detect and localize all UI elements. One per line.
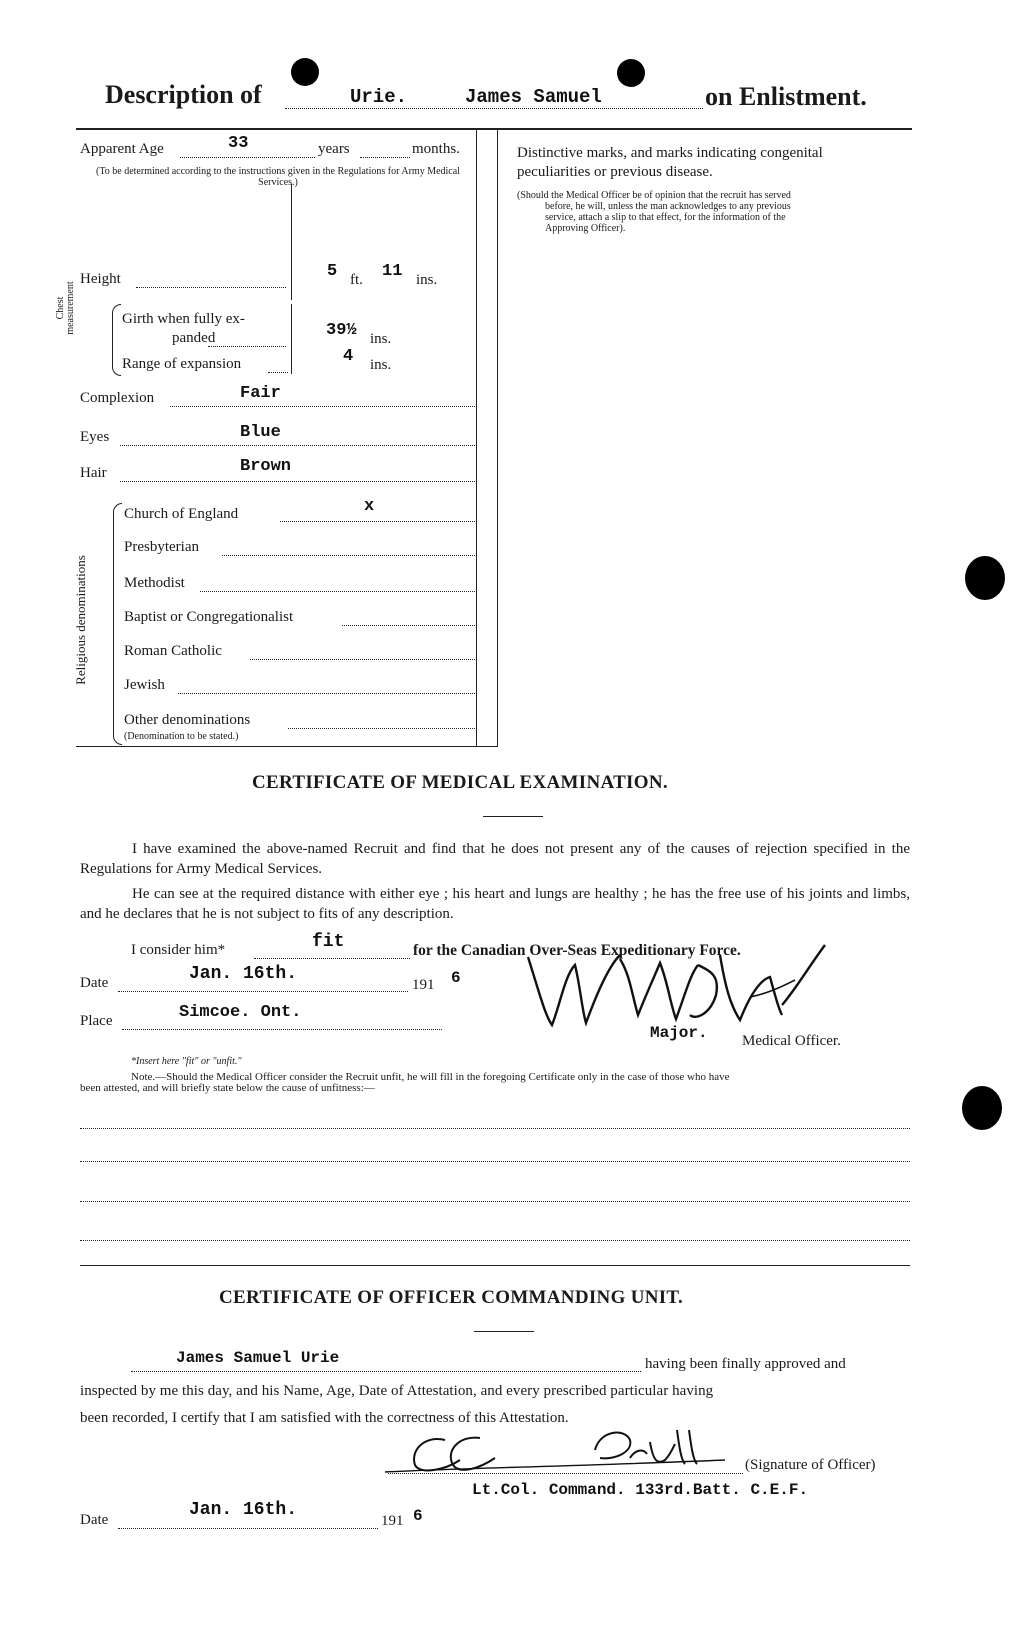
religion-other-note: (Denomination to be stated.) (124, 731, 239, 742)
medical-officer-rank: Major. (650, 1024, 708, 1042)
commanding-certificate-heading: CERTIFICATE OF OFFICER COMMANDING UNIT. (219, 1287, 684, 1308)
months-label: months. (412, 141, 460, 157)
months-line (360, 157, 410, 158)
chest-subcolumn-divider (291, 304, 292, 374)
eyes-label: Eyes (80, 429, 110, 445)
commanding-officer-title: Lt.Col. Command. 133rd.Batt. C.E.F. (472, 1481, 809, 1499)
height-line (136, 287, 286, 288)
medical-place-label: Place (80, 1013, 113, 1029)
punch-hole-right-lower (962, 1086, 1002, 1130)
distinctive-marks-note-4: Approving Officer). (545, 223, 626, 234)
distinctive-marks-label-2: peculiarities or previous disease. (517, 164, 713, 180)
eyes-line (120, 445, 475, 446)
height-in-value: 11 (382, 262, 403, 281)
commanding-line1-suffix: having been finally approved and (645, 1356, 846, 1372)
girth-value: 39½ (326, 321, 357, 340)
header-name-line (285, 108, 703, 109)
commanding-date-line (118, 1528, 378, 1529)
section-divider-rule (80, 1265, 910, 1266)
table-bottom-rule (76, 746, 498, 747)
religion-line-1 (280, 521, 475, 522)
commanding-name-line (131, 1371, 641, 1372)
distinctive-marks-label-1: Distinctive marks, and marks indicating congenital (517, 145, 823, 161)
consider-suffix: for the Canadian Over-Seas Expeditionary Force. (413, 942, 741, 959)
distinctive-marks-note-3: service, attach a slip to that effect, for the information of the (545, 212, 786, 223)
header-prefix: Description of (105, 80, 262, 109)
religion-line-4 (342, 625, 475, 626)
religion-brace (113, 503, 122, 745)
commanding-year-prefix: 191 (381, 1513, 404, 1529)
age-line (180, 157, 315, 158)
unfitness-line-2 (80, 1161, 910, 1162)
unfit-note-1: Note.—Should the Medical Officer consider the Recruit unfit, he will fill in the foregoing Certificate only in the case of those who have (131, 1071, 730, 1083)
years-label: years (318, 141, 350, 157)
header-given-names: James Samuel (465, 86, 602, 108)
height-ins-label: ins. (416, 272, 438, 288)
signature-label: (Signature of Officer) (745, 1457, 876, 1473)
table-column-divider (497, 130, 498, 746)
consider-value: fit (312, 932, 345, 952)
hair-value: Brown (240, 457, 292, 476)
girth-line (208, 346, 286, 347)
commanding-officer-signature (385, 1420, 745, 1490)
age-value: 33 (228, 134, 249, 153)
medical-year-digit: 6 (451, 969, 461, 987)
chest-brace (112, 304, 121, 376)
insert-note: *Insert here "fit" or "unfit." (131, 1056, 242, 1067)
distinctive-marks-note-2: before, he will, unless the man acknowledges to any previous (545, 201, 791, 212)
height-ft-value: 5 (327, 262, 338, 281)
commanding-line3: been recorded, I certify that I am satisfied with the correctness of this Attestation. (80, 1410, 569, 1426)
commanding-heading-rule (474, 1331, 534, 1332)
medical-paragraph-2: He can see at the required distance with either eye ; his heart and lungs are healthy ; he has the free use of his joints and limbs, and he declares that he is not subject to fits of any description. (80, 886, 910, 922)
table-top-rule (76, 128, 912, 130)
punch-hole-top-left (291, 58, 319, 86)
distinctive-marks-note-1: (Should the Medical Officer be of opinion that the recruit has served (517, 190, 791, 201)
unfitness-line-3 (80, 1201, 910, 1202)
medical-place-line (122, 1029, 442, 1030)
religion-line-7 (288, 728, 475, 729)
religion-other: Other denominations (124, 712, 251, 728)
range-label: Range of expansion (122, 356, 242, 372)
age-note: (To be determined according to the instructions given in the Regulations for Army Medical Services.) (96, 166, 460, 188)
medical-certificate-heading: CERTIFICATE OF MEDICAL EXAMINATION. (252, 772, 668, 793)
girth-label-2: panded (172, 330, 216, 346)
religion-line-5 (250, 659, 475, 660)
religion-presbyterian: Presbyterian (124, 539, 199, 555)
ft-label: ft. (350, 272, 363, 288)
religion-line-2 (222, 555, 475, 556)
commanding-date-label: Date (80, 1512, 109, 1528)
complexion-line (170, 406, 475, 407)
medical-date-line (118, 991, 408, 992)
religion-church-of-england-mark: x (364, 497, 375, 516)
complexion-value: Fair (240, 384, 281, 403)
age-label: Apparent Age (80, 141, 164, 157)
commanding-year-digit: 6 (413, 1507, 423, 1525)
eyes-value: Blue (240, 423, 281, 442)
commanding-line2: inspected by me this day, and his Name, Age, Date of Attestation, and every prescribed particular having (80, 1383, 714, 1399)
header-surname: Urie. (350, 86, 408, 108)
religion-line-3 (200, 591, 475, 592)
medical-officer-label: Medical Officer. (742, 1033, 841, 1049)
hair-label: Hair (80, 465, 107, 481)
religion-jewish: Jewish (124, 677, 165, 693)
height-label: Height (80, 271, 121, 287)
punch-hole-top-right (617, 59, 645, 87)
range-line (268, 372, 288, 373)
girth-ins-label: ins. (370, 331, 392, 347)
religion-baptist: Baptist or Congregationalist (124, 609, 294, 625)
medical-place-value: Simcoe. Ont. (179, 1003, 302, 1022)
header-suffix: on Enlistment. (705, 82, 867, 111)
commanding-date-value: Jan. 16th. (189, 1500, 298, 1520)
table-left-bracket (476, 130, 477, 746)
medical-date-value: Jan. 16th. (189, 964, 298, 984)
medical-heading-rule (483, 816, 543, 817)
complexion-label: Complexion (80, 390, 155, 406)
unfit-note-2: been attested, and will briefly state below the cause of unfitness:— (80, 1082, 375, 1094)
unfitness-line-1 (80, 1128, 910, 1129)
hair-line (120, 481, 475, 482)
religion-church-of-england: Church of England (124, 506, 239, 522)
range-value: 4 (343, 347, 354, 366)
table-subcolumn-divider (291, 184, 292, 300)
consider-line (254, 958, 410, 959)
range-ins-label: ins. (370, 357, 392, 373)
religion-line-6 (178, 693, 475, 694)
medical-date-label: Date (80, 975, 109, 991)
consider-label: I consider him* (131, 942, 226, 958)
punch-hole-right-upper (965, 556, 1005, 600)
girth-label-1: Girth when fully ex- (122, 311, 245, 327)
chest-measurement-label: Chest measurement (55, 281, 76, 335)
signature-line (388, 1473, 743, 1474)
medical-paragraph-1: I have examined the above-named Recruit and find that he does not present any of the causes of rejection specified in the Regulations for Army Medical Services. (80, 841, 910, 877)
religious-denominations-label: Religious denominations (73, 555, 88, 685)
medical-year-prefix: 191 (412, 977, 435, 993)
religion-roman-catholic: Roman Catholic (124, 643, 222, 659)
commanding-name-value: James Samuel Urie (176, 1349, 340, 1367)
unfitness-line-4 (80, 1240, 910, 1241)
religion-methodist: Methodist (124, 575, 185, 591)
